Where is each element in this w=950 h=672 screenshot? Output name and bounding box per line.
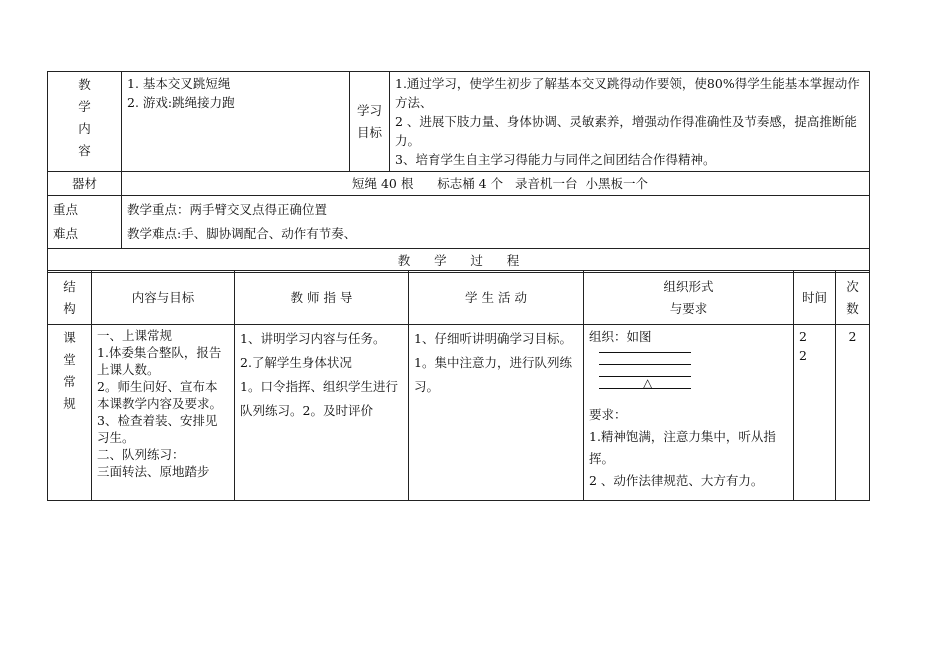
formation-diagram: [599, 348, 788, 400]
header-organization: 组织形式 与要求: [584, 271, 794, 325]
header-structure: 结 构: [48, 271, 92, 325]
process-title: 教 学 过 程: [48, 249, 870, 273]
header-times: 次 数: [836, 271, 870, 325]
formation-line: [599, 364, 691, 365]
row-structure: 课 堂 常 规: [48, 325, 92, 501]
row-times: 2: [836, 325, 870, 501]
key-points: 教学重点：两手臂交叉点得正确位置 教学难点:手、脚协调配合、动作有节奏、: [122, 196, 870, 249]
teaching-content-label: 教 学 内 容: [48, 72, 122, 172]
teacher-triangle-icon: △: [643, 376, 653, 390]
lesson-plan-top-table: [47, 71, 870, 273]
row-content: 一、上课常规 1.体委集合整队，报告上课人数。 2。师生问好、宣布本本课教学内容及要求。 3、检查着装、安排见习生。 二、队列练习： 三面转法、原地踏步: [92, 325, 235, 501]
teaching-content: 1. 基本交叉跳短绳 2. 游戏:跳绳接力跑: [122, 72, 350, 172]
equipment-text: 短绳 40 根 标志桶 4 个 录音机一台 小黑板一个: [122, 172, 870, 196]
objectives-label: 学习 目标: [350, 72, 390, 172]
row-teacher: 1、讲明学习内容与任务。 2.了解学生身体状况 1。口令指挥、组织学生进行队列练习。2。及时评价: [235, 325, 409, 501]
header-time: 时间: [794, 271, 836, 325]
objectives: 1.通过学习，使学生初步了解基本交叉跳得动作要领，使80%得学生能基本掌握动作方法、 2 、进展下肢力量、身体协调、灵敏素养，增强动作得准确性及节奏感，提高推断能力。 3、培育学生自主学习得能力与同伴之间团结合作得精神。: [390, 72, 870, 172]
header-student: 学 生 活 动: [409, 271, 584, 325]
row-organization: 组织：如图 △ 要求： 1.精神饱满，注意力集中，听从指挥。 2 、动作法律规范、大方有力。: [584, 325, 794, 501]
formation-line: [599, 352, 691, 353]
header-content: 内容与目标: [92, 271, 235, 325]
header-teacher: 教 师 指 导: [235, 271, 409, 325]
lesson-process-table: [47, 270, 870, 501]
row-student: 1、仔细听讲明确学习目标。 1。集中注意力，进行队列练习。: [409, 325, 584, 501]
row-time: 2 2: [794, 325, 836, 501]
key-points-label: 重点 难点: [48, 196, 122, 249]
equipment-label: 器材: [48, 172, 122, 196]
